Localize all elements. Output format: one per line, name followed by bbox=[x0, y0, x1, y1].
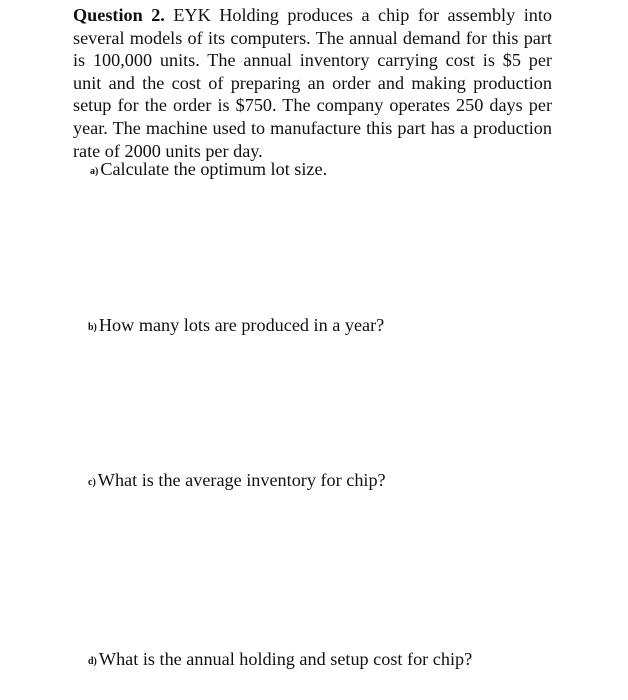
sub-question-a bbox=[90, 158, 327, 183]
sub-question-a-marker: a) bbox=[90, 166, 99, 177]
sub-question-b-text: How many lots are produced in a year? bbox=[98, 315, 385, 335]
sub-question-a-text: Calculate the optimum lot size. bbox=[100, 159, 328, 179]
question-label: Question 2. bbox=[73, 5, 165, 25]
question-paragraph bbox=[73, 4, 552, 162]
sub-question-b-marker: b) bbox=[88, 322, 97, 333]
sub-question-c-text: What is the average inventory for chip? bbox=[97, 470, 386, 490]
question-body: EYK Holding produces a chip for assembly into several models of its computers. The annual demand for this part is 100,000 units. The annual inventory carrying cost is $5 per unit and the cost of preparing an order and making production setup for the order is $750. The company operates 250 days per year. The machine used to manufacture this part has a production rate of 2000 units per day. bbox=[73, 5, 552, 161]
sub-question-b bbox=[88, 314, 384, 339]
sub-question-d-marker: d) bbox=[88, 656, 97, 667]
sub-question-d-text: What is the annual holding and setup cost for chip? bbox=[98, 649, 473, 669]
sub-question-c-marker: c) bbox=[88, 477, 96, 488]
sub-question-c bbox=[88, 469, 386, 494]
sub-question-d bbox=[88, 648, 472, 673]
